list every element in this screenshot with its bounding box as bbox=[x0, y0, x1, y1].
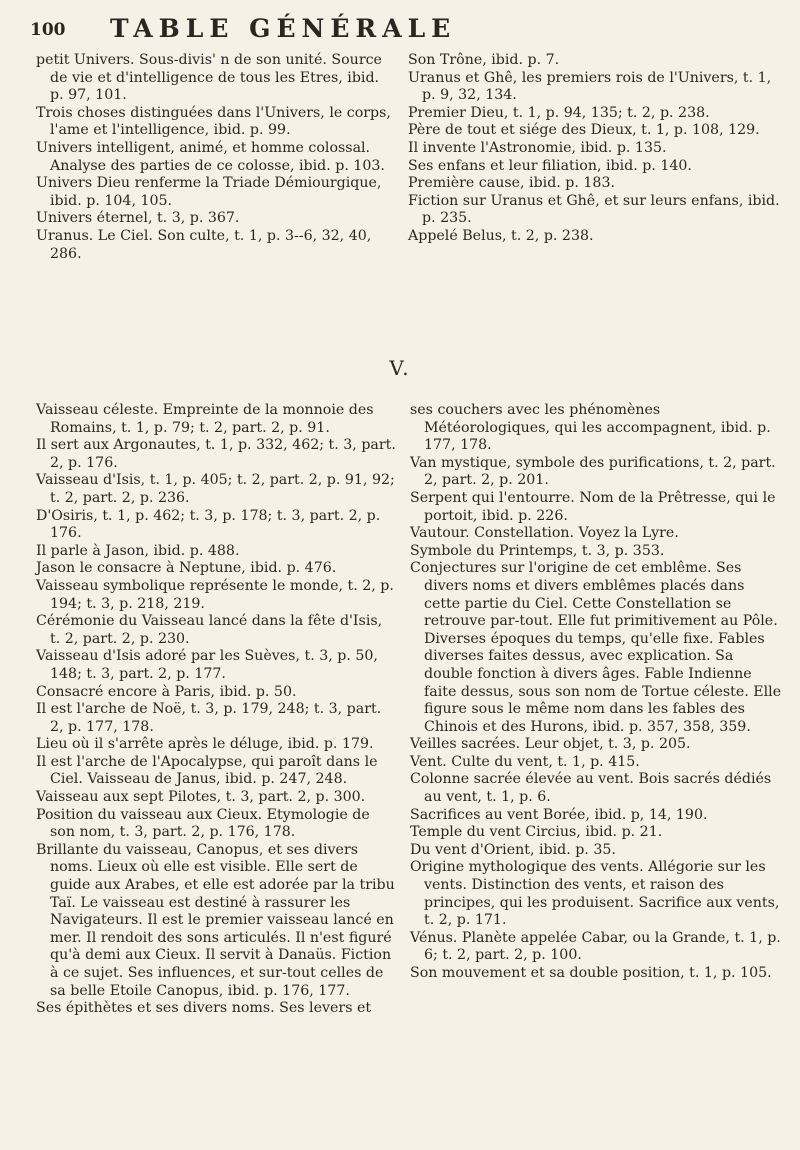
index-entry: Symbole du Printemps, t. 3, p. 353. bbox=[410, 542, 665, 559]
running-title: TABLE GÉNÉRALE bbox=[110, 14, 457, 43]
index-entry: Il est l'arche de Noë, t. 3, p. 179, 248; t. 3, part. 2, p. 177, 178. bbox=[36, 701, 382, 735]
index-entry: Vaisseau céleste. Empreinte de la monnoie des Romains, t. 1, p. 79; t. 2, part. 2, p. 91. bbox=[36, 402, 374, 436]
index-entry: Vénus. Planète appelée Cabar, ou la Grande, t. 1, p. 6; t. 2, part. 2, p. 100. bbox=[410, 929, 781, 964]
index-entry: Vent. Culte du vent, t. 1, p. 415. bbox=[410, 753, 640, 770]
index-entry: Vaisseau symbolique représente le monde, t. 2, p. 194; t. 3, p. 218, 219. bbox=[36, 577, 394, 612]
index-entry: Son Trône, ibid. p. 7. bbox=[408, 52, 560, 68]
index-entry: Origine mythologique des vents. Allégorie sur les vents. Distinction des vents, et raison des principes, qui les produisent. Sacrifice aux vents, t. 2, p. 171. bbox=[410, 859, 780, 929]
index-entry: Appelé Belus, t. 2, p. 238. bbox=[408, 227, 594, 244]
index-entry: Van mystique, symbole des purifications, t. 2, part. 2, part. 2, p. 201. bbox=[410, 454, 776, 489]
index-entry: Position du vaisseau aux Cieux. Etymologie de son nom, t. 3, part. 2, p. 176, 178. bbox=[36, 806, 370, 841]
index-entry: Univers éternel, t. 3, p. 367. bbox=[36, 210, 240, 227]
index-entry: Du vent d'Orient, ibid. p. 35. bbox=[410, 841, 616, 858]
index-entry: Ses épithètes et ses divers noms. Ses levers et bbox=[36, 1000, 372, 1017]
index-entry: Brillante du vaisseau, Canopus, et ses divers noms. Lieux où elle est visible. Elle sert de guide aux Arabes, et elle est adorée par la tribu Taï. Le vaisseau est destiné à rassurer les Navigateurs. Il est le premier vaisseau lancé en mer. Il rendoit des sons articulés. Il n'est figuré qu'à demi aux Cieux. Il servit à Danaüs. Fiction à ce sujet. Ses influences, et sur-tout celles de sa belle Etoile Canopus, ibid. p. 176, 177. bbox=[36, 841, 395, 999]
index-entry: Vautour. Constellation. Voyez la Lyre. bbox=[410, 525, 679, 542]
index-entry: Cérémonie du Vaisseau lancé dans la fête d'Isis, t. 2, part. 2, p. 230. bbox=[36, 613, 383, 647]
index-entry: Vaisseau d'Isis, t. 1, p. 405; t. 2, part. 2, p. 91, 92; t. 2, part. 2, p. 236. bbox=[36, 472, 395, 506]
index-entry: Trois choses distinguées dans l'Univers, le corps, l'ame et l'intelligence, ibid. p. 99. bbox=[36, 104, 391, 139]
index-column-bottom-left bbox=[36, 402, 396, 1018]
section-letter: V. bbox=[389, 356, 411, 380]
index-entry: Ses enfans et leur filiation, ibid. p. 140. bbox=[408, 157, 692, 174]
index-entry: Il est l'arche de l'Apocalypse, qui paroît dans le Ciel. Vaisseau de Janus, ibid. p. 247, 248. bbox=[36, 753, 378, 788]
index-entry: Serpent qui l'entourre. Nom de la Prêtresse, qui le portoit, ibid. p. 226. bbox=[410, 489, 776, 524]
index-entry: Jason le consacre à Neptune, ibid. p. 476. bbox=[36, 560, 337, 577]
index-column-top-right bbox=[408, 52, 780, 246]
index-entry: Son mouvement et sa double position, t. 1, p. 105. bbox=[410, 965, 772, 981]
index-entry: Lieu où il s'arrête après le déluge, ibid. p. 179. bbox=[36, 736, 374, 753]
page-header bbox=[30, 14, 770, 46]
index-entry: Colonne sacrée élevée au vent. Bois sacrés dédiés au vent, t. 1, p. 6. bbox=[410, 771, 772, 806]
index-entry: Première cause, ibid. p. 183. bbox=[408, 175, 615, 192]
index-entry: petit Univers. Sous-divis' n de son unité. Source de vie et d'intelligence de tous les Etres, ibid. p. 97, 101. bbox=[36, 52, 382, 104]
index-entry: Premier Dieu, t. 1, p. 94, 135; t. 2, p. 238. bbox=[408, 104, 710, 121]
index-entry: ses couchers avec les phénomènes Météorologiques, qui les accompagnent, ibid. p. 177, 178. bbox=[410, 402, 771, 454]
index-entry: Univers Dieu renferme la Triade Démiourgique, ibid. p. 104, 105. bbox=[36, 175, 382, 209]
index-entry: Père de tout et siége des Dieux, t. 1, p. 108, 129. bbox=[408, 122, 760, 139]
index-entry: Consacré encore à Paris, ibid. p. 50. bbox=[36, 683, 297, 700]
index-entry: Uranus et Ghê, les premiers rois de l'Univers, t. 1, p. 9, 32, 134. bbox=[408, 69, 772, 104]
index-column-bottom-right bbox=[410, 402, 782, 983]
page-number: 100 bbox=[30, 20, 66, 40]
index-entry: Vaisseau aux sept Pilotes, t. 3, part. 2, p. 300. bbox=[36, 789, 366, 806]
index-entry: Il parle à Jason, ibid. p. 488. bbox=[36, 542, 240, 559]
index-entry: Veilles sacrées. Leur objet, t. 3, p. 205. bbox=[410, 736, 691, 753]
index-entry: Il sert aux Argonautes, t. 1, p. 332, 462; t. 3, part. 2, p. 176. bbox=[36, 437, 396, 471]
index-entry: Sacrifices au vent Borée, ibid. p, 14, 190. bbox=[410, 806, 708, 823]
index-entry: Il invente l'Astronomie, ibid. p. 135. bbox=[408, 139, 667, 156]
index-entry: Temple du vent Circius, ibid. p. 21. bbox=[410, 824, 663, 841]
index-entry: Fiction sur Uranus et Ghê, et sur leurs enfans, ibid. p. 235. bbox=[408, 192, 780, 227]
index-entry: Vaisseau d'Isis adoré par les Suèves, t. 3, p. 50, 148; t. 3, part. 2, p. 177. bbox=[36, 648, 378, 682]
index-column-top-left bbox=[36, 52, 394, 263]
index-entry: D'Osiris, t. 1, p. 462; t. 3, p. 178; t. 3, part. 2, p. 176. bbox=[36, 507, 381, 542]
index-entry: Univers intelligent, animé, et homme colossal. Analyse des parties de ce colosse, ibid. p. 103. bbox=[36, 139, 385, 174]
index-entry: Uranus. Le Ciel. Son culte, t. 1, p. 3--6, 32, 40, 286. bbox=[36, 227, 372, 262]
index-entry: Conjectures sur l'origine de cet emblême. Ses divers noms et divers emblêmes placés dans cette partie du Ciel. Cette Constellation se retrouve par-tout. Elle fut primitivement au Pôle. Diverses époques du temps, qu'elle fixe. Fables diverses faites dessus, avec explication. Sa double fonction à divers âges. Fable Indienne faite dessus, sous son nom de Tortue céleste. Elle figure sous le même nom dans les fables des Chinois et des Hurons, ibid. p. 357, 358, 359. bbox=[410, 560, 782, 735]
